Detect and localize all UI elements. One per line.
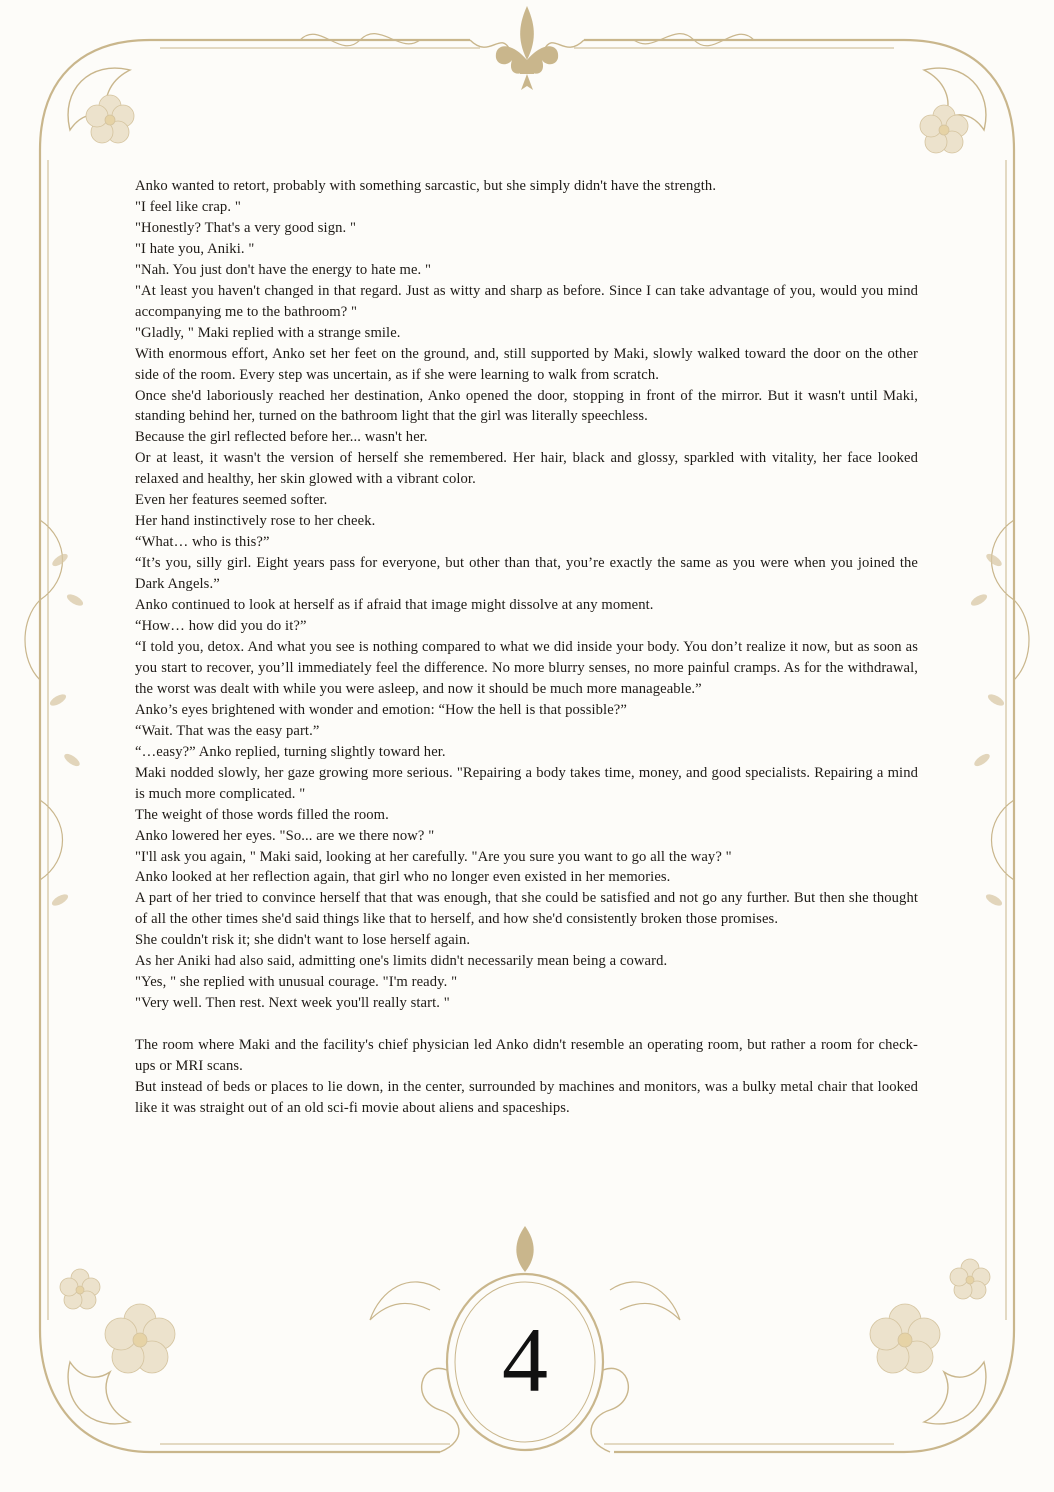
page-number: 4 (502, 1309, 548, 1411)
paragraph: A part of her tried to convince herself that that was enough, that she could be satisfied and not go any further. But then she thought of all the other times she'd said things like that to herself, and how she'd consistently broken those promises. (135, 890, 918, 928)
paragraph: Anko continued to look at herself as if afraid that image might dissolve at any moment. (135, 597, 654, 614)
paragraph: Or at least, it wasn't the version of herself she remembered. Her hair, black and glossy, sparkled with vitality, her face looked relaxed and healthy, her skin glowed with a vibrant color. (135, 450, 918, 488)
fleur-de-lis-icon (496, 6, 558, 90)
paragraph: Maki nodded slowly, her gaze growing more serious. "Repairing a body takes time, money, and good specialists. Repairing a mind is much more complicated. " (135, 764, 918, 802)
paragraph: Anko lowered her eyes. "So... are we there now? " (135, 827, 435, 844)
paragraph: Even her features seemed softer. (135, 492, 328, 509)
paragraph: "I hate you, Aniki. " (135, 240, 255, 257)
paragraph: But instead of beds or places to lie down, in the center, surrounded by machines and monitors, was a bulky metal chair that looked like it was straight out of an old sci-fi movie about aliens and spaceships. (135, 1078, 918, 1116)
paragraph: "At least you haven't changed in that regard. Just as witty and sharp as before. Since I can take advantage of you, would you mind accompanying me to the bathroom? " (135, 282, 918, 320)
paragraph: Because the girl reflected before her... wasn't her. (135, 429, 428, 446)
paragraph: Once she'd laboriously reached her destination, Anko opened the door, stopping in front of the mirror. But it wasn't until Maki, standing behind her, turned on the bathroom light that the girl was literally speechless. (135, 387, 918, 425)
paragraph: The room where Maki and the facility's chief physician led Anko didn't resemble an operating room, but rather a room for check-ups or MRI scans. (135, 1037, 918, 1075)
paragraph: As her Aniki had also said, admitting one's limits didn't necessarily mean being a coward. (135, 953, 668, 970)
blank-line (135, 1014, 918, 1035)
paragraph: Her hand instinctively rose to her cheek. (135, 513, 376, 530)
paragraph: “I told you, detox. And what you see is nothing compared to what we did inside your body. You don’t realize it now, but as soon as you start to recover, you’ll immediately feel the difference. No more blurry senses, no more painful cramps. As for the withdrawal, the worst was dealt with while you were asleep, and now it should be much more manageable.” (135, 638, 918, 697)
paragraph: “It’s you, silly girl. Eight years pass for everyone, but other than that, you’re exactly the same as you were when you joined the Dark Angels.” (135, 555, 918, 593)
paragraph: "Very well. Then rest. Next week you'll really start. " (135, 995, 450, 1012)
paragraph: "Gladly, " Maki replied with a strange smile. (135, 324, 401, 341)
paragraph: “How… how did you do it?” (135, 618, 307, 635)
paragraph: With enormous effort, Anko set her feet on the ground, and, still supported by Maki, slowly walked toward the door on the other side of the room. Every step was uncertain, as if she were learning to walk from scratch. (135, 345, 918, 383)
paragraph: "I feel like crap. " (135, 198, 241, 215)
story-text (135, 176, 918, 1119)
paragraph: “What… who is this?” (135, 534, 270, 551)
paragraph: "Yes, " she replied with unusual courage. "I'm ready. " (135, 974, 458, 991)
paragraph: "Honestly? That's a very good sign. " (135, 219, 357, 236)
paragraph: "Nah. You just don't have the energy to hate me. " (135, 261, 432, 278)
paragraph: “Wait. That was the easy part.” (135, 722, 320, 739)
paragraph: Anko’s eyes brightened with wonder and emotion: “How the hell is that possible?” (135, 701, 627, 718)
paragraph: The weight of those words filled the room. (135, 806, 389, 823)
paragraph: “…easy?” Anko replied, turning slightly toward her. (135, 743, 446, 760)
paragraph: She couldn't risk it; she didn't want to lose herself again. (135, 932, 471, 949)
paragraph: Anko wanted to retort, probably with something sarcastic, but she simply didn't have the strength. (135, 178, 717, 194)
paragraph: "I'll ask you again, " Maki said, looking at her carefully. "Are you sure you want to go all the way? " (135, 848, 732, 865)
paragraph: Anko looked at her reflection again, that girl who no longer even existed in her memories. (135, 869, 671, 886)
